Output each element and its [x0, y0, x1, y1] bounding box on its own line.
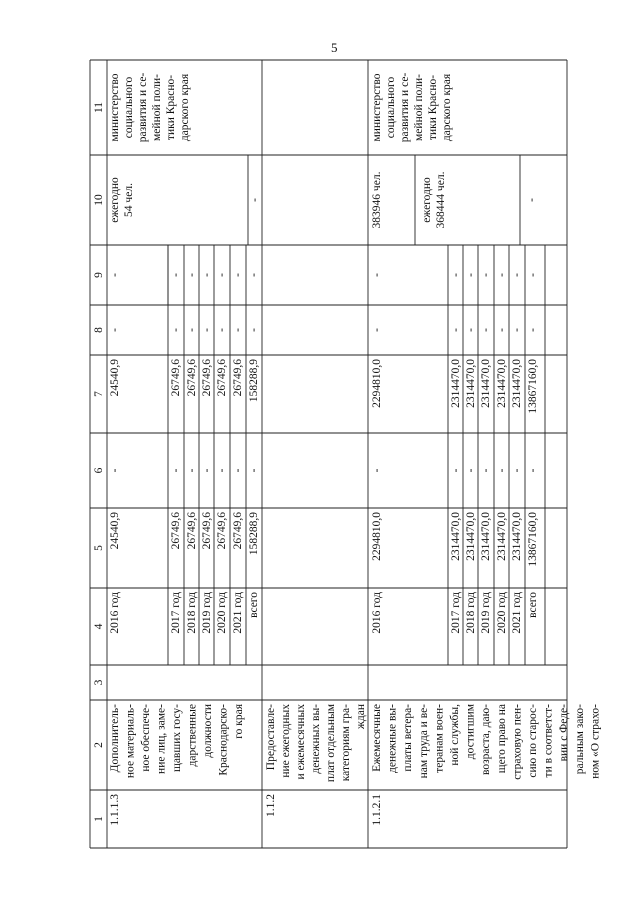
row-total: 26749,6 [232, 512, 244, 550]
row-total: 26749,6 [201, 512, 213, 550]
header-col-8: 8 [93, 327, 105, 333]
result-line: 54 чел. [123, 183, 135, 217]
row-year: всего [527, 592, 539, 618]
section-name-line: денежные вы- [386, 704, 399, 774]
row-local: - [450, 328, 462, 332]
section-name-line: нам труда и ве- [417, 704, 430, 779]
section-name-line: ждан [355, 704, 367, 730]
row-total: 2314470,0 [511, 512, 523, 561]
section-name-line: плат отдельным [325, 704, 337, 783]
row-extra: - [511, 273, 523, 277]
row-regional: 26749,6 [186, 359, 198, 397]
header-col-4: 4 [93, 623, 105, 630]
row-local: - [186, 328, 198, 332]
result-2016: 383946 чел. [371, 171, 383, 229]
row-extra: - [248, 273, 260, 277]
row-total: 13867160,0 [527, 512, 539, 567]
section-name-line: страховую пен- [511, 704, 524, 780]
row-year: 2017 год [170, 592, 182, 634]
row-federal: - [527, 468, 539, 473]
row-federal: - [480, 468, 492, 473]
section-name-line: вии с Феде- [558, 704, 571, 762]
row-year: 2020 год [496, 592, 508, 634]
row-local: - [232, 328, 244, 332]
section-name-line: ти в соответст- [542, 704, 555, 778]
section-name-line: ние ежегодных [280, 704, 292, 778]
header-col-1: 1 [93, 816, 105, 822]
section-name-line: ное материаль- [124, 704, 137, 779]
row-federal: - [170, 468, 182, 473]
result-dash: - [249, 198, 261, 202]
page-number: 5 [331, 40, 338, 55]
row-local: - [216, 328, 228, 332]
row-year: всего [248, 592, 260, 618]
executor-line: министерство [109, 73, 121, 142]
header-col-5: 5 [93, 545, 105, 551]
executor-line: социального [385, 76, 397, 139]
row-extra: - [480, 273, 492, 277]
row-local: - [511, 328, 523, 332]
row-regional: 2294810,0 [371, 359, 383, 408]
row-year: 2019 год [480, 592, 492, 634]
header-col-2: 2 [93, 742, 105, 748]
executor-line: дарского края [179, 73, 191, 142]
row-federal: - [186, 468, 198, 473]
row-extra: - [216, 273, 228, 277]
row-federal: - [450, 468, 462, 473]
section-name-line: теранам воен- [433, 704, 446, 773]
row-extra: - [450, 273, 462, 277]
row-regional: 2314470,0 [496, 359, 508, 408]
header-col-3: 3 [93, 679, 105, 686]
row-federal: - [109, 468, 121, 473]
row-total: 2314470,0 [496, 512, 508, 561]
row-year: 2019 год [201, 592, 213, 634]
section-name-line: категориям гра- [340, 704, 352, 782]
section-name-line: Предоставле- [265, 704, 277, 771]
row-local: - [496, 328, 508, 332]
row-extra: - [201, 273, 213, 277]
section-code: 1.1.2.1 [371, 794, 383, 826]
row-local: - [465, 328, 477, 332]
row-extra: - [186, 273, 198, 277]
header-col-11: 11 [93, 101, 105, 114]
row-local: - [109, 328, 121, 332]
row-federal: - [465, 468, 477, 473]
row-local: - [170, 328, 182, 332]
row-extra: - [371, 273, 383, 277]
section-name-line: ном «О страхо- [589, 704, 602, 779]
section-name-line: сию по старос- [527, 704, 539, 778]
row-extra: - [232, 273, 244, 277]
row-total: 158288,9 [248, 512, 260, 556]
row-federal: - [511, 468, 523, 473]
section-code: 1.1.2 [265, 794, 277, 817]
row-year: 2020 год [216, 592, 228, 634]
executor-line: министерство [371, 73, 383, 142]
row-federal: - [371, 468, 383, 473]
section-code: 1.1.1.3 [109, 794, 121, 826]
row-local: - [480, 328, 492, 332]
row-local: - [371, 328, 383, 332]
row-year: 2017 год [450, 592, 462, 634]
executor-line: мейной поли- [151, 74, 163, 141]
row-regional: 2314470,0 [511, 359, 523, 408]
section-name-line: дарственные [186, 704, 199, 767]
section-name-line: Ежемесячные [371, 704, 383, 772]
row-total: 24540,9 [109, 512, 121, 550]
result-dash: - [526, 198, 538, 202]
row-federal: - [496, 468, 508, 473]
row-extra: - [465, 273, 477, 277]
row-extra: - [496, 273, 508, 277]
row-regional: 24540,9 [109, 359, 121, 397]
row-extra: - [527, 273, 539, 277]
row-total: 2294810,0 [371, 512, 383, 561]
row-federal: - [216, 468, 228, 473]
section-name-line: Краснодарско- [217, 704, 230, 776]
row-year: 2016 год [371, 592, 383, 634]
row-total: 26749,6 [170, 512, 182, 550]
result-line: ежегодно [421, 177, 433, 223]
result-line: 368444 чел. [435, 171, 447, 229]
row-total: 2314470,0 [480, 512, 492, 561]
section-name-line: щавших госу- [171, 704, 183, 773]
executor-line: тики Красно- [427, 74, 439, 141]
section-name-line: ной службы, [449, 704, 461, 766]
row-year: 2021 год [511, 592, 523, 634]
row-regional: 26749,6 [170, 359, 182, 397]
executor-line: развития и се- [137, 72, 149, 143]
section-name-line: Дополнитель- [109, 704, 121, 773]
row-federal: - [201, 468, 213, 473]
executor-line: развития и се- [399, 72, 411, 143]
header-col-9: 9 [93, 272, 105, 278]
row-extra: - [109, 273, 121, 277]
row-regional: 158288,9 [248, 359, 260, 403]
section-name-line: и ежемесячных [295, 704, 307, 780]
row-regional: 26749,6 [201, 359, 213, 397]
section-name-line: достигшим [464, 704, 477, 760]
row-total: 26749,6 [216, 512, 228, 550]
row-regional: 2314470,0 [450, 359, 462, 408]
executor-line: тики Красно- [165, 74, 177, 141]
section-name-line: ральным зако- [573, 704, 586, 775]
row-extra: - [170, 273, 182, 277]
section-name-line: платы ветера- [402, 704, 415, 772]
row-year: 2016 год [109, 592, 121, 634]
row-federal: - [248, 468, 260, 473]
header-col-7: 7 [93, 391, 105, 397]
row-regional: 2314470,0 [480, 359, 492, 408]
row-year: 2018 год [186, 592, 198, 634]
section-name-line: щего право на [495, 704, 508, 774]
row-regional: 26749,6 [216, 359, 228, 397]
row-federal: - [232, 468, 244, 473]
executor-line: дарского края [441, 73, 453, 142]
section-name-line: должности [202, 704, 214, 758]
section-name-line: ное обеспече- [140, 704, 152, 772]
row-total: 26749,6 [186, 512, 198, 550]
row-regional: 26749,6 [232, 359, 244, 397]
row-total: 2314470,0 [450, 512, 462, 561]
section-name-line: возраста, даю- [480, 704, 493, 775]
row-year: 2021 год [232, 592, 244, 634]
result-line: ежегодно [109, 177, 121, 223]
section-name-line: го края [233, 704, 245, 739]
executor-line: мейной поли- [413, 74, 425, 141]
header-col-10: 10 [93, 194, 105, 206]
row-year: 2018 год [465, 592, 477, 634]
row-local: - [527, 328, 539, 332]
row-regional: 2314470,0 [465, 359, 477, 408]
executor-line: социального [123, 76, 135, 139]
row-local: - [248, 328, 260, 332]
row-regional: 13867160,0 [527, 359, 539, 414]
section-name-line: ние лиц, заме- [155, 704, 168, 774]
section-name-line: денежных вы- [310, 704, 322, 774]
row-total: 2314470,0 [465, 512, 477, 561]
header-col-6: 6 [93, 467, 105, 474]
row-local: - [201, 328, 213, 332]
